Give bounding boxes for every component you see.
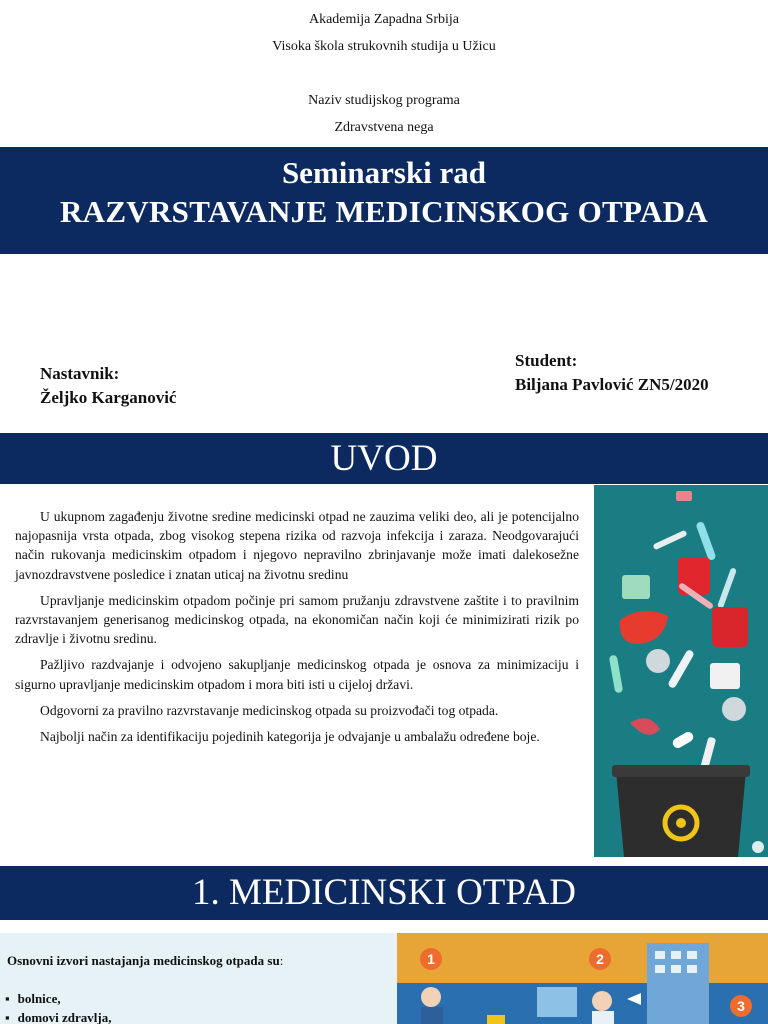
building-window (687, 965, 697, 973)
waste-flow-infographic (397, 933, 768, 1024)
container-icon (487, 1015, 505, 1024)
school-name: Visoka škola strukovnih studija u Užicu (272, 39, 496, 54)
conveyor-road (397, 983, 768, 1024)
blood-bag-icon (712, 607, 748, 647)
teacher-label: Nastavnik: (40, 364, 120, 383)
vial-icon (717, 567, 737, 609)
building-window (671, 951, 681, 959)
organ-icon (630, 718, 660, 735)
step-number: 2 (596, 951, 604, 967)
uvod-paragraph: Odgovorni za pravilno razvrstavanje medicinskog otpada su proizvođači tog otpada. (40, 702, 499, 718)
medical-waste-illustration (594, 485, 768, 857)
uvod-paragraph: Upravljanje medicinskim otpadom počinje pri samom pružanju zdravstvene zaštite i to pravilnim razvrstavanjem generisanog medicinskog otpada, na ekonomičan način koji će minimizirati rizik po zdravlje i životnu sredinu. (15, 592, 579, 647)
building-window (687, 951, 697, 959)
sources-intro-colon: : (279, 953, 284, 968)
uvod-paragraph: U ukupnom zagađenju životne sredine medicinski otpad ne zauzima veliki deo, ali je potencijalno najopasnija vrsta otpada, zbog visokog stepena rizika od razvoja infekcija i zaraza. Neodgovarajući način rukovanja medicinskim otpadom i njegovo nepravilno zbrinjavanje može imati dalekosežne javnozdravstvene posledice i znatan uticaj na životnu sredinu (15, 509, 579, 582)
uvod-body (15, 507, 579, 753)
teacher-block (40, 362, 176, 410)
test-tube-icon (609, 655, 623, 694)
biohazard-bin-icon (616, 771, 746, 857)
sources-intro-text: Osnovni izvori nastajanja medicinskog otpada su (7, 953, 280, 968)
academy-name: Akademija Zapadna Srbija (308, 12, 460, 27)
document-type: Seminarski rad (281, 155, 487, 190)
waste-sources-box (0, 933, 397, 1024)
sources-intro (7, 953, 283, 969)
pill-icon (676, 491, 692, 501)
test-tube-icon (695, 521, 716, 561)
building-window (655, 965, 665, 973)
building-window (671, 965, 681, 973)
bin-lid (612, 765, 750, 777)
student-name: Biljana Pavlović ZN5/2020 (515, 375, 709, 394)
uvod-paragraph: Najbolji način za identifikaciju pojedinih kategorija je odvajanje u ambalažu određene boje. (40, 729, 540, 745)
syringe-icon (652, 530, 687, 551)
student-block (515, 349, 709, 397)
student-label: Student: (515, 351, 578, 370)
teacher-name: Željko Karganović (40, 388, 177, 407)
biohazard-center (676, 818, 686, 828)
section-heading-medicinski-otpad: 1. MEDICINSKI OTPAD (0, 866, 768, 920)
title-banner (0, 147, 768, 254)
worker-body (592, 1011, 614, 1024)
uvod-paragraph: Pažljivo razdvajanje i odvojeno sakupljanje medicinskog otpada je osnova za minimizaciju i sigurno upravljanje medicinskim otpadom i mora biti isti u cijeloj državi. (15, 657, 579, 692)
building-window (655, 951, 665, 959)
document-title: RAZVRSTAVANJE MEDICINSKOG OTPADA (59, 194, 709, 229)
petri-dish-icon (646, 649, 670, 673)
step-number: 3 (737, 998, 745, 1014)
section-heading-uvod: UVOD (0, 433, 768, 484)
step-number: 1 (427, 951, 435, 967)
pill-box-icon (710, 663, 740, 689)
list-item: ▪ domovi zdravlja, (5, 1008, 112, 1024)
program-label: Naziv studijskog programa (308, 93, 460, 108)
petri-dish-icon (722, 697, 746, 721)
list-item: ▪ bolnice, (5, 989, 112, 1008)
expand-icon[interactable] (752, 841, 764, 853)
program-name: Zdravstvena nega (334, 120, 434, 135)
specimen-cup-icon (622, 575, 650, 599)
worker-icon (421, 987, 441, 1007)
syringe-icon (667, 649, 695, 689)
worker-body (421, 1007, 443, 1024)
facility-icon (537, 987, 577, 1017)
sources-list (5, 989, 112, 1024)
worker-icon (592, 991, 612, 1011)
bandage-icon (671, 730, 695, 750)
liver-icon (620, 611, 668, 644)
